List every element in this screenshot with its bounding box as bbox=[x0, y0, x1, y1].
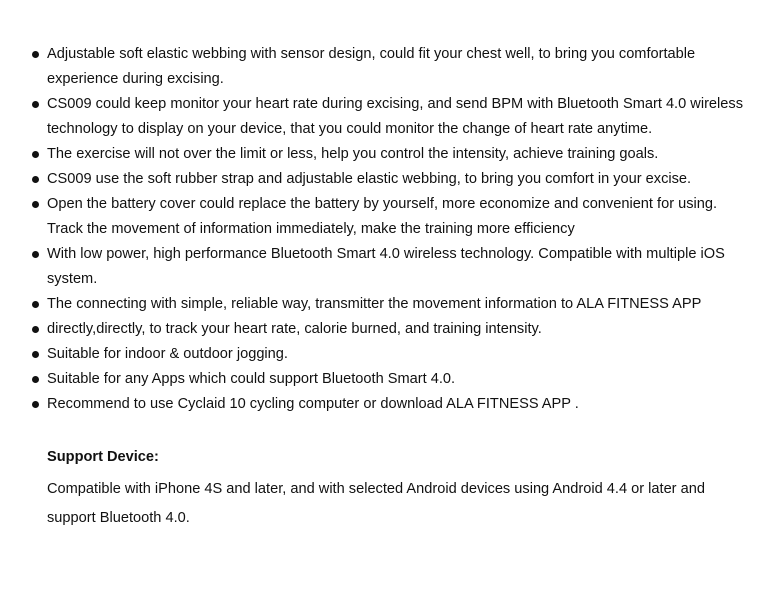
list-item bbox=[0, 92, 770, 142]
bullet-icon bbox=[32, 351, 39, 358]
feature-text: Suitable for indoor & outdoor jogging. bbox=[47, 346, 288, 362]
bullet-icon bbox=[32, 151, 39, 158]
bullet-icon bbox=[32, 301, 39, 308]
bullet-icon bbox=[32, 326, 39, 333]
feature-text: The connecting with simple, reliable way, transmitter the movement information to ALA FITNESS APP bbox=[47, 296, 702, 312]
feature-text: With low power, high performance Bluetooth Smart 4.0 wireless technology. Compatible with multiple iOS system. bbox=[47, 246, 725, 287]
bullet-icon bbox=[32, 101, 39, 108]
support-device-section bbox=[47, 446, 747, 533]
support-device-title: Support Device: bbox=[47, 449, 159, 465]
bullet-icon bbox=[32, 401, 39, 408]
feature-text: Suitable for any Apps which could support Bluetooth Smart 4.0. bbox=[47, 371, 456, 387]
feature-text: Open the battery cover could replace the battery by yourself, more economize and convenient for using. Track the movement of information immediately, make the training more efficiency bbox=[47, 196, 718, 237]
bullet-icon bbox=[32, 51, 39, 58]
product-description bbox=[0, 42, 770, 417]
bullet-icon bbox=[32, 176, 39, 183]
feature-text: The exercise will not over the limit or less, help you control the intensity, achieve training goals. bbox=[47, 146, 659, 162]
list-item bbox=[0, 292, 770, 317]
bullet-icon bbox=[32, 376, 39, 383]
feature-text: directly,directly, to track your heart rate, calorie burned, and training intensity. bbox=[47, 321, 542, 337]
list-item bbox=[0, 167, 770, 192]
bullet-icon bbox=[32, 251, 39, 258]
list-item bbox=[0, 317, 770, 342]
list-item bbox=[0, 42, 770, 92]
list-item bbox=[0, 392, 770, 417]
list-item bbox=[0, 342, 770, 367]
feature-text: Adjustable soft elastic webbing with sensor design, could fit your chest well, to bring you comfortable experience during excising. bbox=[47, 46, 696, 87]
bullet-icon bbox=[32, 201, 39, 208]
support-device-text: Compatible with iPhone 4S and later, and with selected Android devices using Android 4.4 or later and support Bluetooth 4.0. bbox=[47, 481, 705, 526]
list-item bbox=[0, 142, 770, 167]
feature-text: Recommend to use Cyclaid 10 cycling computer or download ALA FITNESS APP . bbox=[47, 396, 579, 412]
list-item bbox=[0, 242, 770, 292]
feature-list bbox=[0, 42, 770, 417]
list-item bbox=[0, 192, 770, 242]
feature-text: CS009 could keep monitor your heart rate during excising, and send BPM with Bluetooth Smart 4.0 wireless technology to display on your device, that you could monitor the change of heart rate anytime. bbox=[47, 96, 743, 137]
feature-text: CS009 use the soft rubber strap and adjustable elastic webbing, to bring you comfort in your excise. bbox=[47, 171, 692, 187]
list-item bbox=[0, 367, 770, 392]
